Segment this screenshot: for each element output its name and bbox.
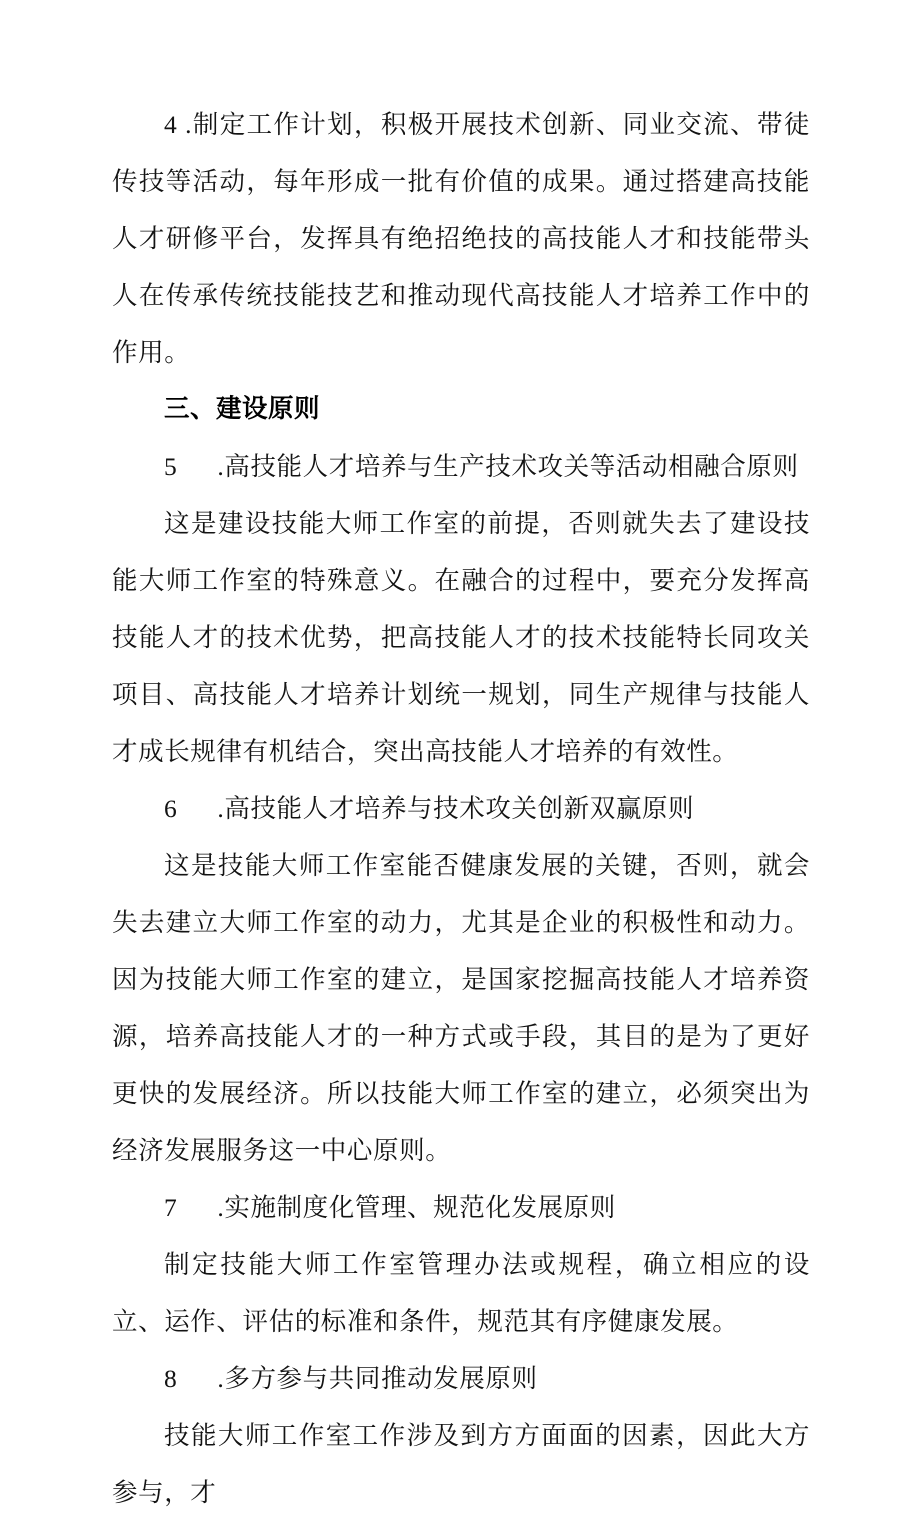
item-separator-7: . — [217, 1193, 225, 1222]
paragraph-item-8-body: 技能大师工作室工作涉及到方方面面的因素，因此大方参与，才 — [112, 1421, 810, 1507]
item-title-6: 高技能人才培养与技术攻关创新双赢原则 — [224, 794, 695, 823]
item-separator-5: . — [217, 452, 225, 481]
document-content — [112, 96, 810, 1521]
paragraph-item-7-body: 制定技能大师工作室管理办法或规程，确立相应的设立、运作、评估的标准和条件，规范其有序健康发展。 — [112, 1250, 810, 1336]
numbered-item-7 — [112, 1179, 810, 1236]
numbered-item-8 — [112, 1350, 810, 1407]
item-separator-6: . — [217, 794, 225, 823]
item-number-6: 6 — [164, 794, 178, 823]
item-separator-8: . — [217, 1364, 225, 1393]
paragraph-item-5-body: 这是建设技能大师工作室的前提，否则就失去了建设技能大师工作室的特殊意义。在融合的过程中，要充分发挥高技能人才的技术优势，把高技能人才的技术技能特长同攻关项目、高技能人才培养计划统一规划，同生产规律与技能人才成长规律有机结合，突出高技能人才培养的有效性。 — [112, 509, 810, 766]
item-title-8: 多方参与共同推动发展原则 — [224, 1364, 538, 1393]
item-number-8: 8 — [164, 1364, 178, 1393]
item-number-5: 5 — [164, 452, 178, 481]
item-number-7: 7 — [164, 1193, 178, 1222]
paragraph-item-6-body: 这是技能大师工作室能否健康发展的关键，否则，就会失去建立大师工作室的动力，尤其是企业的积极性和动力。因为技能大师工作室的建立，是国家挖掘高技能人才培养资源，培养高技能人才的一种方式或手段，其目的是为了更好更快的发展经济。所以技能大师工作室的建立，必须突出为经济发展服务这一中心原则。 — [112, 851, 810, 1165]
item-title-5: 高技能人才培养与生产技术攻关等活动相融合原则 — [224, 452, 799, 481]
paragraph-item-4: 4 .制定工作计划，积极开展技术创新、同业交流、带徒传技等活动，每年形成一批有价值的成果。通过搭建高技能人才研修平台，发挥具有绝招绝技的高技能人才和技能带头人在传承传统技能技艺和推动现代高技能人才培养工作中的作用。 — [112, 110, 810, 367]
numbered-item-6 — [112, 780, 810, 837]
numbered-item-5 — [112, 438, 810, 495]
section-heading-construction-principles: 三、建设原则 — [164, 395, 321, 423]
item-title-7: 实施制度化管理、规范化发展原则 — [224, 1193, 616, 1222]
